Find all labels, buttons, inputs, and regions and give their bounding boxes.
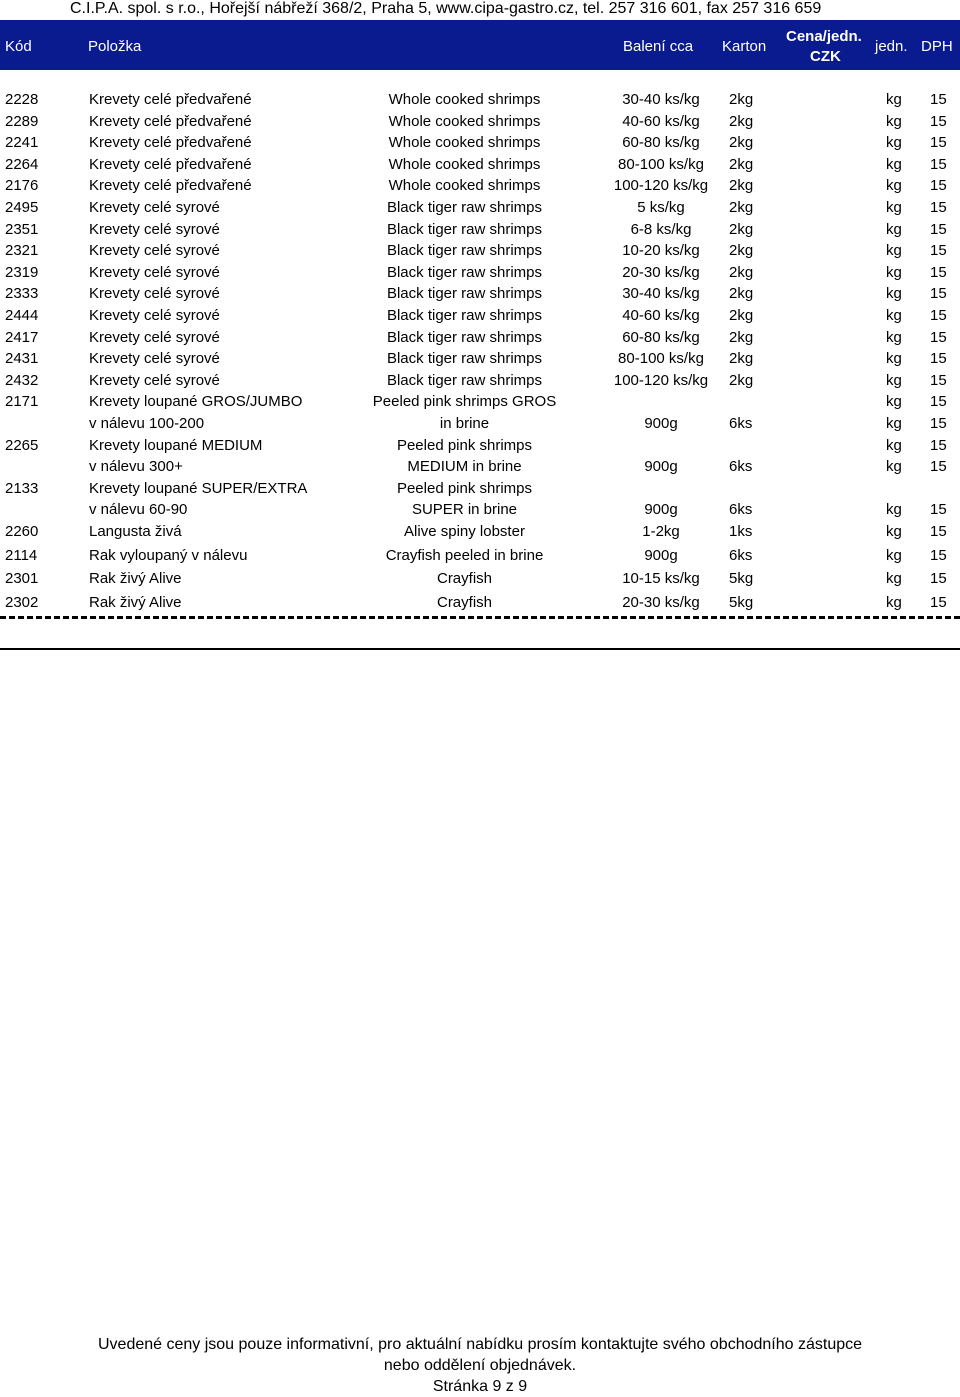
product-vat: 15 (930, 371, 947, 389)
table-row (0, 499, 960, 521)
product-carton: 2kg (729, 350, 754, 368)
column-header-currency: CZK (810, 48, 841, 65)
product-vat: 15 (930, 594, 947, 612)
product-name: Krevety celé předvařené (89, 155, 252, 173)
product-code: 2260 (5, 522, 39, 540)
product-packaging: 40-60 ks/kg (622, 306, 700, 324)
product-english-name: SUPER in brine (411, 501, 518, 519)
product-name: Krevety celé syrové (89, 242, 220, 260)
product-packaging: 40-60 ks/kg (622, 112, 700, 130)
product-unit: kg (886, 220, 902, 238)
product-carton: 5kg (729, 570, 754, 588)
table-row (0, 348, 960, 370)
product-unit: kg (886, 242, 902, 260)
product-carton: 2kg (729, 91, 754, 108)
product-code: 2321 (5, 242, 39, 260)
product-name: Krevety celé předvařené (89, 134, 252, 152)
product-code: 2432 (5, 371, 39, 389)
product-name: Krevety celé syrové (89, 263, 220, 281)
product-code: 2333 (5, 285, 39, 303)
table-row (0, 391, 960, 413)
product-vat: 15 (930, 285, 947, 303)
product-carton: 2kg (729, 177, 754, 195)
product-carton: 6ks (729, 501, 753, 519)
company-info-line: C.I.P.A. spol. s r.o., Hořejší nábřeží 368/2, Praha 5, www.cipa-gastro.cz, tel. 257 316 601, fax 257 316 659 (70, 0, 822, 17)
product-english-name: Black tiger raw shrimps (386, 371, 543, 389)
product-packaging: 10-20 ks/kg (622, 242, 700, 260)
table-row (0, 456, 960, 478)
product-packaging: 6-8 ks/kg (630, 220, 692, 238)
product-packaging: 900g (644, 414, 678, 432)
table-row (0, 305, 960, 327)
product-name: Krevety celé syrové (89, 198, 220, 216)
product-carton: 2kg (729, 220, 754, 238)
product-vat: 15 (930, 306, 947, 324)
table-row (0, 154, 960, 176)
table-row (0, 592, 960, 616)
product-carton: 2kg (729, 285, 754, 303)
product-unit: kg (886, 458, 902, 476)
product-unit: kg (886, 112, 902, 130)
product-name: Krevety celé předvařené (89, 177, 252, 195)
product-carton: 1ks (729, 522, 753, 540)
table-row (0, 370, 960, 392)
product-unit: kg (886, 522, 902, 540)
product-vat: 15 (930, 393, 947, 411)
table-row (0, 197, 960, 219)
product-english-name: Black tiger raw shrimps (386, 220, 543, 238)
product-packaging: 20-30 ks/kg (622, 263, 700, 281)
footer-disclaimer: Uvedené ceny jsou pouze informativní, pro aktuální nabídku prosím kontaktujte svého obchodního zástupce (97, 1336, 863, 1353)
product-name: v nálevu 300+ (89, 458, 183, 476)
solid-divider (0, 648, 960, 650)
product-code: 2171 (5, 393, 39, 411)
product-english-name: Black tiger raw shrimps (386, 306, 543, 324)
product-code: 2319 (5, 263, 39, 281)
product-vat: 15 (930, 91, 947, 108)
product-carton: 6ks (729, 414, 753, 432)
product-name: Krevety celé syrové (89, 220, 220, 238)
page-number: Stránka 9 z 9 (432, 1378, 528, 1395)
table-row (0, 435, 960, 457)
product-vat: 15 (930, 501, 947, 519)
column-header-unit: jedn. (875, 38, 908, 55)
product-packaging: 30-40 ks/kg (622, 91, 700, 108)
table-header (0, 20, 960, 70)
product-name: Krevety loupané SUPER/EXTRA (89, 479, 308, 497)
product-english-name: Whole cooked shrimps (388, 112, 541, 130)
product-carton: 2kg (729, 242, 754, 260)
product-name: Krevety loupané GROS/JUMBO (89, 393, 303, 411)
product-english-name: MEDIUM in brine (407, 458, 522, 476)
product-unit: kg (886, 263, 902, 281)
product-name: Krevety celé syrové (89, 350, 220, 368)
table-row (0, 568, 960, 592)
product-name: Rak vyloupaný v nálevu (89, 546, 248, 564)
product-packaging: 900g (644, 458, 678, 476)
product-code: 2228 (5, 91, 39, 108)
product-carton: 2kg (729, 328, 754, 346)
product-english-name: Crayfish peeled in brine (385, 546, 544, 564)
table-row (0, 132, 960, 154)
product-vat: 15 (930, 112, 947, 130)
product-vat: 15 (930, 570, 947, 588)
table-row (0, 327, 960, 349)
product-name: v nálevu 100-200 (89, 414, 205, 432)
product-vat: 15 (930, 134, 947, 152)
product-vat: 15 (930, 242, 947, 260)
product-vat: 15 (930, 522, 947, 540)
table-row (0, 283, 960, 305)
product-code: 2417 (5, 328, 39, 346)
column-header-vat: DPH (921, 38, 953, 55)
product-code: 2176 (5, 177, 39, 195)
product-english-name: Peeled pink shrimps (396, 479, 533, 497)
product-packaging: 100-120 ks/kg (613, 177, 709, 195)
product-unit: kg (886, 570, 902, 588)
product-name: Krevety celé syrové (89, 285, 220, 303)
product-vat: 15 (930, 177, 947, 195)
product-packaging: 900g (644, 546, 678, 564)
product-code: 2289 (5, 112, 39, 130)
product-english-name: Crayfish (436, 594, 492, 612)
product-unit: kg (886, 91, 902, 108)
product-packaging: 80-100 ks/kg (618, 350, 704, 368)
product-unit: kg (886, 594, 902, 612)
product-english-name: Black tiger raw shrimps (386, 263, 543, 281)
product-vat: 15 (930, 220, 947, 238)
product-vat: 15 (930, 436, 947, 454)
product-carton: 2kg (729, 306, 754, 324)
product-unit: kg (886, 393, 902, 411)
product-unit: kg (886, 350, 902, 368)
product-english-name: Black tiger raw shrimps (386, 328, 543, 346)
product-english-name: Crayfish (436, 570, 492, 588)
product-name: v nálevu 60-90 (89, 501, 188, 519)
product-unit: kg (886, 134, 902, 152)
product-name: Langusta živá (89, 522, 182, 540)
product-vat: 15 (930, 546, 947, 564)
product-carton: 6ks (729, 458, 753, 476)
product-code: 2444 (5, 306, 39, 324)
table-row (0, 219, 960, 241)
product-english-name: Black tiger raw shrimps (386, 198, 543, 216)
product-packaging: 100-120 ks/kg (613, 371, 709, 389)
product-name: Krevety celé předvařené (89, 91, 252, 108)
product-vat: 15 (930, 414, 947, 432)
product-name: Krevety loupané MEDIUM (89, 436, 263, 454)
product-packaging: 1-2kg (642, 522, 680, 540)
product-code: 2264 (5, 155, 39, 173)
product-packaging: 20-30 ks/kg (622, 594, 700, 612)
product-unit: kg (886, 198, 902, 216)
product-unit: kg (886, 414, 902, 432)
product-code: 2302 (5, 594, 39, 612)
product-vat: 15 (930, 263, 947, 281)
product-vat: 15 (930, 328, 947, 346)
product-packaging: 80-100 ks/kg (618, 155, 704, 173)
product-code: 2133 (5, 479, 39, 497)
product-carton: 2kg (729, 198, 754, 216)
product-carton: 2kg (729, 155, 754, 173)
product-carton: 2kg (729, 134, 754, 152)
product-english-name: Peeled pink shrimps GROS (372, 393, 557, 411)
product-english-name: Whole cooked shrimps (388, 177, 541, 195)
product-packaging: 900g (644, 501, 678, 519)
product-name: Krevety celé předvařené (89, 112, 252, 130)
product-code: 2301 (5, 570, 39, 588)
table-row (0, 521, 960, 545)
product-english-name: Black tiger raw shrimps (386, 350, 543, 368)
dashed-divider (0, 616, 960, 619)
product-carton: 2kg (729, 263, 754, 281)
product-packaging: 30-40 ks/kg (622, 285, 700, 303)
product-english-name: Peeled pink shrimps (396, 436, 533, 454)
product-vat: 15 (930, 155, 947, 173)
product-code: 2241 (5, 134, 39, 152)
table-row (0, 111, 960, 133)
column-header-carton: Karton (722, 38, 767, 55)
product-english-name: Alive spiny lobster (404, 522, 525, 540)
product-english-name: Black tiger raw shrimps (386, 285, 543, 303)
product-unit: kg (886, 546, 902, 564)
product-code: 2495 (5, 198, 39, 216)
product-unit: kg (886, 155, 902, 173)
product-unit: kg (886, 285, 902, 303)
product-table (0, 89, 960, 616)
table-row (0, 89, 960, 111)
product-english-name: Black tiger raw shrimps (386, 242, 543, 260)
product-vat: 15 (930, 458, 947, 476)
product-english-name: Whole cooked shrimps (388, 155, 541, 173)
product-english-name: Whole cooked shrimps (388, 91, 541, 108)
product-vat: 15 (930, 198, 947, 216)
product-name: Krevety celé syrové (89, 371, 220, 389)
table-row (0, 262, 960, 284)
product-unit: kg (886, 371, 902, 389)
product-unit: kg (886, 436, 902, 454)
product-name: Krevety celé syrové (89, 328, 220, 346)
footer (0, 1334, 960, 1397)
product-unit: kg (886, 328, 902, 346)
product-carton: 6ks (729, 546, 753, 564)
product-unit: kg (886, 501, 902, 519)
product-code: 2114 (5, 546, 38, 564)
product-code: 2351 (5, 220, 39, 238)
table-row (0, 240, 960, 262)
column-header-packaging: Balení cca (623, 38, 694, 55)
table-row (0, 413, 960, 435)
product-unit: kg (886, 306, 902, 324)
product-packaging: 5 ks/kg (637, 198, 685, 216)
footer-disclaimer-continued: nebo oddělení objednávek. (383, 1357, 577, 1374)
product-english-name: Whole cooked shrimps (388, 134, 541, 152)
column-header-code: Kód (5, 38, 32, 55)
product-name: Krevety celé syrové (89, 306, 220, 324)
product-carton: 5kg (729, 594, 754, 612)
product-name: Rak živý Alive (89, 594, 182, 612)
product-unit: kg (886, 177, 902, 195)
column-header-price: Cena/jedn. (786, 28, 862, 45)
product-carton: 2kg (729, 112, 754, 130)
table-row (0, 175, 960, 197)
product-carton: 2kg (729, 371, 754, 389)
column-header-item: Položka (88, 38, 142, 55)
table-row (0, 478, 960, 500)
table-row (0, 545, 960, 569)
product-code: 2265 (5, 436, 39, 454)
product-english-name: in brine (439, 414, 490, 432)
product-code: 2431 (5, 350, 39, 368)
product-name: Rak živý Alive (89, 570, 182, 588)
product-packaging: 60-80 ks/kg (622, 328, 700, 346)
product-packaging: 60-80 ks/kg (622, 134, 700, 152)
product-vat: 15 (930, 350, 947, 368)
product-packaging: 10-15 ks/kg (622, 570, 700, 588)
